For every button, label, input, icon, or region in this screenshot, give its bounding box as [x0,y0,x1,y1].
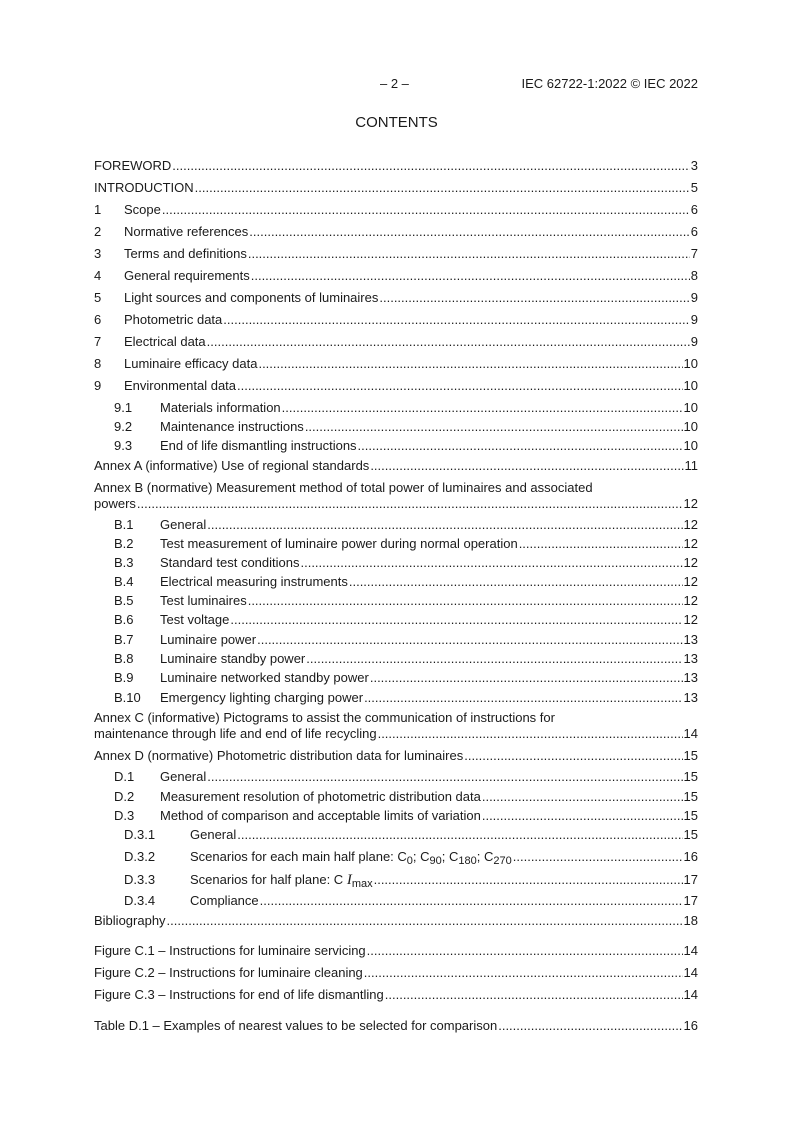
toc-label: Scope [124,202,161,217]
toc-entry-b-4[interactable] [94,574,698,592]
toc-number: 7 [94,334,102,349]
toc-number: 2 [94,224,102,239]
toc-number: D.3.4 [124,893,156,908]
toc-page: 10 [683,378,698,393]
toc-label: Electrical measuring instruments [160,574,348,589]
toc-number: B.2 [114,536,134,551]
toc-page: 15 [683,748,698,763]
toc-number: D.3.3 [124,872,156,887]
toc-label: General [160,769,207,784]
toc-entry-d-3-2[interactable] [94,847,698,869]
figure-page: 14 [683,965,698,980]
toc-page: 9 [690,290,698,305]
toc-label: General [160,517,207,532]
toc-label: INTRODUCTION [94,180,194,195]
toc-entry-bibliography[interactable] [94,913,698,931]
toc-label-continued: maintenance through life and end of life recycling [94,726,377,741]
toc-label: Scenarios for each main half plane: $C_0$; $C_{90}$; $C_{180}$; $C_{270}$ [190,849,512,867]
toc-entry-b-5[interactable] [94,593,698,611]
toc-page: 9 [690,334,698,349]
toc-number: 1 [94,202,102,217]
toc-page: 10 [683,419,698,434]
toc-label-continued: powers [94,496,136,511]
toc-page: 13 [683,651,698,666]
toc-entry-clause-7[interactable] [94,334,698,352]
toc-page: 3 [690,158,698,173]
toc-entry-clause-3[interactable] [94,246,698,264]
toc-number: B.3 [114,555,134,570]
table-entry-d-1[interactable] [94,1018,698,1036]
toc-number: B.8 [114,651,134,666]
toc-label: Normative references [124,224,249,239]
toc-page: 12 [683,517,698,532]
toc-number: D.1 [114,769,135,784]
toc-entry-introduction[interactable] [94,180,698,198]
toc-label: Standard test conditions [160,555,300,570]
toc-entry-d-3-1[interactable] [94,827,698,845]
toc-entry-b-6[interactable] [94,612,698,630]
toc-number: 5 [94,290,102,305]
toc-page: 17 [683,872,698,887]
contents-title: CONTENTS [355,114,438,131]
toc-label: Materials information [160,400,281,415]
toc-page: 5 [690,180,698,195]
toc-page: 10 [683,400,698,415]
toc-number: 8 [94,356,102,371]
toc-number: 4 [94,268,102,283]
toc-label: Luminaire efficacy data [124,356,258,371]
figure-entry-c-3[interactable] [94,987,698,1005]
toc-number: D.3.1 [124,827,156,842]
standard-reference: IEC 62722-1:2022 © IEC 2022 [521,76,698,91]
toc-page: 13 [683,632,698,647]
toc-label: Method of comparison and acceptable limits of variation [160,808,481,823]
toc-entry-foreword[interactable] [94,158,698,176]
toc-label: Luminaire networked standby power [160,670,369,685]
toc-number: 6 [94,312,102,327]
toc-entry-annex-c[interactable] [94,710,698,744]
toc-number: D.3.2 [124,849,156,864]
toc-entry-d-3-4[interactable] [94,893,698,911]
toc-label: Annex C (informative) Pictograms to assist the communication of instructions for [94,710,555,725]
toc-page: 6 [690,202,698,217]
toc-label: Emergency lighting charging power [160,690,364,705]
toc-label: General requirements [124,268,250,283]
toc-entry-annex-d[interactable] [94,748,698,766]
figure-label: Figure C.3 – Instructions for end of life dismantling [94,987,384,1002]
toc-page: 13 [683,670,698,685]
toc-page: 12 [683,612,698,627]
toc-label: Annex A (informative) Use of regional standards [94,458,370,473]
toc-page: 18 [683,913,698,928]
toc-number: B.9 [114,670,134,685]
toc-label: Compliance [190,893,259,908]
toc-page: 13 [683,690,698,705]
toc-page: 15 [683,808,698,823]
toc-label: Luminaire standby power [160,651,306,666]
toc-label: Annex D (normative) Photometric distribution data for luminaires [94,748,464,763]
toc-entry-b-9[interactable] [94,670,698,688]
toc-entry-d-2[interactable] [94,789,698,807]
toc-entry-9-2[interactable] [94,419,698,437]
toc-page: 12 [683,593,698,608]
toc-page: 14 [683,726,698,741]
toc-entry-clause-2[interactable] [94,224,698,242]
toc-entry-clause-4[interactable] [94,268,698,286]
table-label: Table D.1 – Examples of nearest values to be selected for comparison [94,1018,498,1033]
toc-entry-clause-9[interactable] [94,378,698,396]
toc-number: 3 [94,246,102,261]
toc-page: 12 [683,536,698,551]
toc-number: B.6 [114,612,134,627]
toc-number: D.3 [114,808,135,823]
toc-entry-b-2[interactable] [94,536,698,554]
figure-label: Figure C.2 – Instructions for luminaire cleaning [94,965,363,980]
toc-page: 11 [684,458,698,473]
figure-page: 14 [683,987,698,1002]
toc-page: 10 [683,438,698,453]
toc-entry-clause-1[interactable] [94,202,698,220]
toc-label: Terms and definitions [124,246,247,261]
toc-label: Luminaire power [160,632,257,647]
toc-label: Bibliography [94,913,166,928]
toc-label: Measurement resolution of photometric distribution data [160,789,481,804]
toc-entry-b-7[interactable] [94,632,698,650]
toc-entry-b-1[interactable] [94,517,698,535]
toc-number: 9.2 [114,419,133,434]
toc-label: Test luminaires [160,593,247,608]
toc-entry-d-3-3[interactable] [94,870,698,892]
toc-label: Annex B (normative) Measurement method of total power of luminaires and associated [94,480,593,495]
toc-number: B.10 [114,690,141,705]
toc-number: 9 [94,378,102,393]
toc-entry-clause-5[interactable] [94,290,698,308]
toc-page: 17 [683,893,698,908]
toc-entry-d-1[interactable] [94,769,698,787]
toc-page: 7 [690,246,698,261]
figure-entry-c-2[interactable] [94,965,698,983]
toc-label: Light sources and components of luminaires [124,290,379,305]
figure-label: Figure C.1 – Instructions for luminaire servicing [94,943,366,958]
figure-page: 14 [683,943,698,958]
figure-entry-c-1[interactable] [94,943,698,961]
toc-entry-b-3[interactable] [94,555,698,573]
toc-page: 12 [683,496,698,511]
toc-page: 8 [690,268,698,283]
toc-number: B.7 [114,632,134,647]
toc-number: 9.3 [114,438,133,453]
toc-page: 15 [683,789,698,804]
toc-entry-b-10[interactable] [94,690,698,708]
toc-label: Test measurement of luminaire power during normal operation [160,536,518,551]
toc-page: 16 [683,849,698,864]
toc-label: Electrical data [124,334,206,349]
toc-page: 15 [683,769,698,784]
toc-label: Scenarios for half plane: C $I_{max}$ [190,872,373,890]
table-page: 16 [683,1018,698,1033]
toc-entry-9-3[interactable] [94,438,698,456]
toc-number: B.1 [114,517,134,532]
toc-entry-annex-a[interactable] [94,458,698,476]
toc-entry-d-3[interactable] [94,808,698,826]
page-number: – 2 – [380,76,409,91]
toc-label: Photometric data [124,312,223,327]
toc-label: Environmental data [124,378,237,393]
toc-number: B.4 [114,574,134,589]
toc-number: B.5 [114,593,134,608]
toc-label: End of life dismantling instructions [160,438,357,453]
toc-entry-clause-6[interactable] [94,312,698,330]
toc-entry-9-1[interactable] [94,400,698,418]
toc-page: 10 [683,356,698,371]
toc-number: D.2 [114,789,135,804]
toc-page: 6 [690,224,698,239]
toc-label: Maintenance instructions [160,419,304,434]
toc-page: 12 [683,555,698,570]
toc-label: FOREWORD [94,158,172,173]
toc-page: 12 [683,574,698,589]
toc-number: 9.1 [114,400,133,415]
toc-page: 9 [690,312,698,327]
toc-page: 15 [683,827,698,842]
toc-label: Test voltage [160,612,230,627]
toc-entry-b-8[interactable] [94,651,698,669]
toc-entry-annex-b[interactable] [94,480,698,514]
toc-label: General [190,827,237,842]
toc-entry-clause-8[interactable] [94,356,698,374]
